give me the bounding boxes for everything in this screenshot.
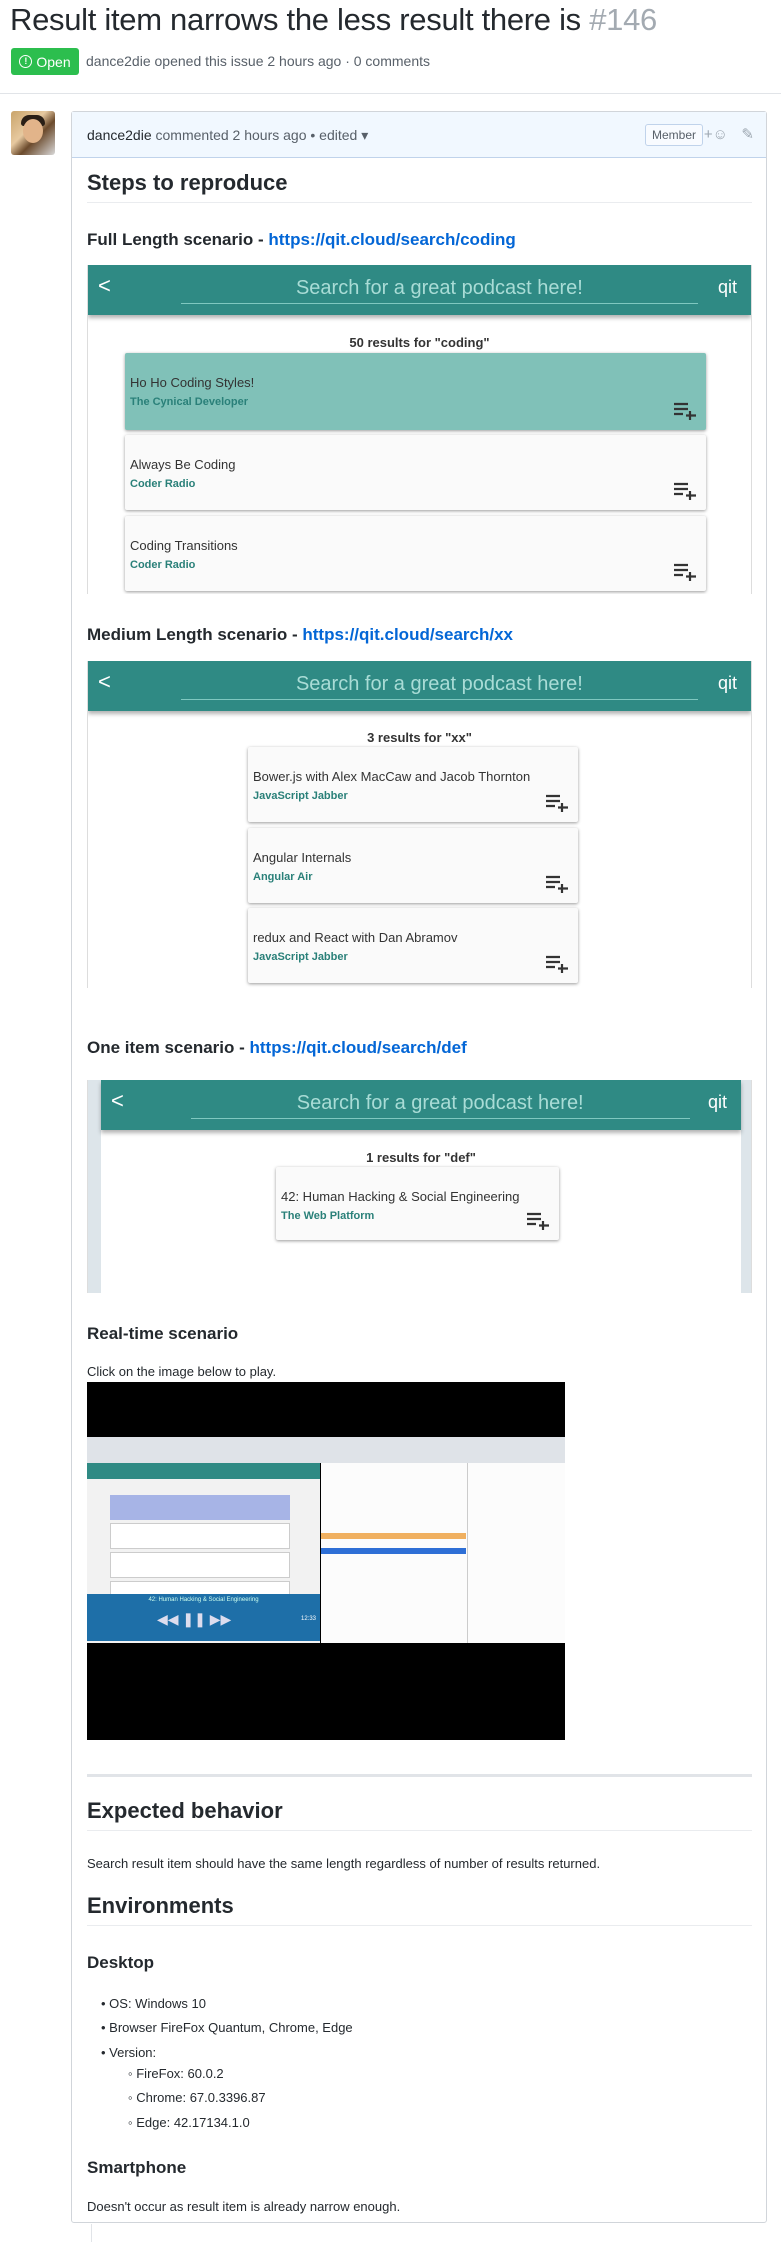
list-item-text: OS: Windows 10 bbox=[109, 1996, 206, 2011]
player-time: 12:33 bbox=[300, 1616, 316, 1622]
playlist-add-icon bbox=[674, 402, 698, 420]
issue-author-link[interactable]: dance2die bbox=[86, 53, 151, 69]
app-bar bbox=[101, 1080, 741, 1130]
scenario-link[interactable]: https://qit.cloud/search/def bbox=[249, 1038, 467, 1057]
heading-steps: Steps to reproduce bbox=[87, 170, 752, 203]
episode-title: Always Be Coding bbox=[130, 457, 236, 472]
status-label: Open bbox=[36, 53, 71, 70]
playlist-add-icon bbox=[527, 1212, 551, 1230]
result-item bbox=[248, 828, 578, 903]
episode-title: Bower.js with Alex MacCaw and Jacob Thornton bbox=[253, 769, 531, 784]
smartphone-text: Doesn't occur as result item is already narrow enough. bbox=[87, 2199, 401, 2214]
playlist-add-icon bbox=[674, 482, 698, 500]
result-item bbox=[248, 747, 578, 822]
search-input: Search for a great podcast here! bbox=[191, 1092, 690, 1119]
screenshot-medium-length[interactable] bbox=[87, 661, 752, 988]
heading-smartphone: Smartphone bbox=[87, 2158, 187, 2177]
timeline-line bbox=[91, 2224, 92, 2242]
list-item-text: Chrome: 67.0.3396.87 bbox=[136, 2090, 266, 2105]
list-item-text: Edge: 42.17134.1.0 bbox=[136, 2115, 250, 2130]
episode-title: Angular Internals bbox=[253, 850, 352, 865]
scenario-heading-medium bbox=[87, 625, 513, 645]
result-item bbox=[248, 908, 578, 983]
member-badge: Member bbox=[645, 124, 703, 146]
heading-desktop: Desktop bbox=[87, 1953, 155, 1972]
comment-meta bbox=[87, 127, 368, 144]
screenshot-full-length[interactable] bbox=[87, 265, 752, 594]
expected-text: Search result item should have the same length regardless of number of results returned. bbox=[87, 1856, 601, 1871]
scenario-label: Medium Length scenario - bbox=[87, 625, 303, 644]
scenario-link[interactable]: https://qit.cloud/search/coding bbox=[268, 230, 516, 249]
list-item-text: FireFox: 60.0.2 bbox=[136, 2066, 224, 2081]
playlist-add-icon bbox=[546, 955, 570, 973]
heading-realtime: Real-time scenario bbox=[87, 1324, 239, 1343]
status-badge bbox=[11, 48, 79, 75]
list-item: ◦ Chrome: 67.0.3396.87 bbox=[128, 2090, 266, 2105]
app-bar bbox=[88, 265, 751, 315]
results-count: 50 results for "coding" bbox=[349, 335, 490, 350]
comment-author-link[interactable]: dance2die bbox=[87, 127, 152, 143]
episode-title: redux and React with Dan Abramov bbox=[253, 930, 458, 945]
horizontal-rule bbox=[87, 1774, 752, 1777]
app-logo: qit bbox=[717, 277, 737, 297]
back-icon: < bbox=[98, 669, 111, 694]
app-logo: qit bbox=[707, 1092, 727, 1112]
edit-pencil-icon[interactable]: ✎ bbox=[741, 126, 754, 143]
browser-toolbar bbox=[87, 1437, 565, 1463]
list-item-text: Version: bbox=[109, 2045, 157, 2060]
heading-environments: Environments bbox=[87, 1893, 752, 1926]
list-item: • Version: bbox=[101, 2045, 157, 2060]
result-item bbox=[125, 353, 706, 430]
divider bbox=[0, 93, 781, 94]
episode-title: Ho Ho Coding Styles! bbox=[130, 375, 255, 390]
podcast-name: Coder Radio bbox=[130, 478, 196, 490]
issue-number: #146 bbox=[589, 2, 657, 37]
avatar[interactable] bbox=[11, 111, 55, 155]
now-playing-title: 42: Human Hacking & Social Engineering bbox=[148, 1597, 259, 1603]
playlist-add-icon bbox=[674, 563, 698, 581]
list-item: ◦ FireFox: 60.0.2 bbox=[128, 2066, 224, 2081]
result-item bbox=[276, 1167, 559, 1240]
episode-title: Coding Transitions bbox=[130, 538, 238, 553]
issue-title bbox=[10, 2, 657, 38]
result-item bbox=[125, 516, 706, 591]
results-count: 1 results for "def" bbox=[366, 1150, 476, 1165]
issue-meta bbox=[86, 53, 430, 69]
scenario-heading-full bbox=[87, 230, 516, 250]
podcast-name: The Cynical Developer bbox=[130, 396, 248, 408]
heading-expected: Expected behavior bbox=[87, 1798, 752, 1831]
issue-opened-icon: ! bbox=[19, 55, 32, 68]
screenshot-one-item[interactable] bbox=[87, 1080, 752, 1293]
playlist-add-icon bbox=[546, 794, 570, 812]
issue-title-text: Result item narrows the less result there is bbox=[10, 2, 581, 37]
back-icon: < bbox=[111, 1088, 124, 1113]
podcast-name: Coder Radio bbox=[130, 559, 196, 571]
podcast-name: JavaScript Jabber bbox=[253, 951, 348, 963]
list-item: • OS: Windows 10 bbox=[101, 1996, 206, 2011]
app-logo: qit bbox=[717, 673, 737, 693]
devtools-preview bbox=[321, 1463, 565, 1643]
back-icon: < bbox=[98, 273, 111, 298]
player-controls-icon: ◀◀ ❚❚ ▶▶ bbox=[157, 1611, 232, 1627]
podcast-name: Angular Air bbox=[253, 871, 313, 883]
results-count: 3 results for "xx" bbox=[367, 730, 472, 745]
scenario-heading-one-item bbox=[87, 1038, 467, 1058]
search-input: Search for a great podcast here! bbox=[181, 277, 698, 304]
podcast-name: JavaScript Jabber bbox=[253, 790, 348, 802]
podcast-name: The Web Platform bbox=[281, 1210, 375, 1222]
realtime-text: Click on the image below to play. bbox=[87, 1364, 277, 1379]
player-bar bbox=[87, 1594, 320, 1641]
scenario-link[interactable]: https://qit.cloud/search/xx bbox=[302, 625, 514, 644]
list-item: ◦ Edge: 42.17134.1.0 bbox=[128, 2115, 250, 2130]
search-input: Search for a great podcast here! bbox=[181, 673, 698, 700]
episode-title: 42: Human Hacking & Social Engineering bbox=[281, 1189, 520, 1204]
scenario-label: One item scenario - bbox=[87, 1038, 250, 1057]
scenario-label: Full Length scenario - bbox=[87, 230, 269, 249]
comment-edited-dropdown[interactable]: commented 2 hours ago • edited ▾ bbox=[155, 127, 369, 143]
result-item bbox=[125, 435, 706, 510]
issue-meta-text: opened this issue 2 hours ago · 0 comments bbox=[154, 53, 431, 69]
add-reaction-icon[interactable]: +☺ bbox=[703, 126, 728, 143]
list-item-text: Browser FireFox Quantum, Chrome, Edge bbox=[109, 2020, 353, 2035]
list-item: • Browser FireFox Quantum, Chrome, Edge bbox=[101, 2020, 353, 2035]
app-bar bbox=[88, 661, 751, 711]
comment-header bbox=[72, 112, 766, 158]
playlist-add-icon bbox=[546, 875, 570, 893]
video-thumbnail[interactable] bbox=[87, 1382, 565, 1740]
